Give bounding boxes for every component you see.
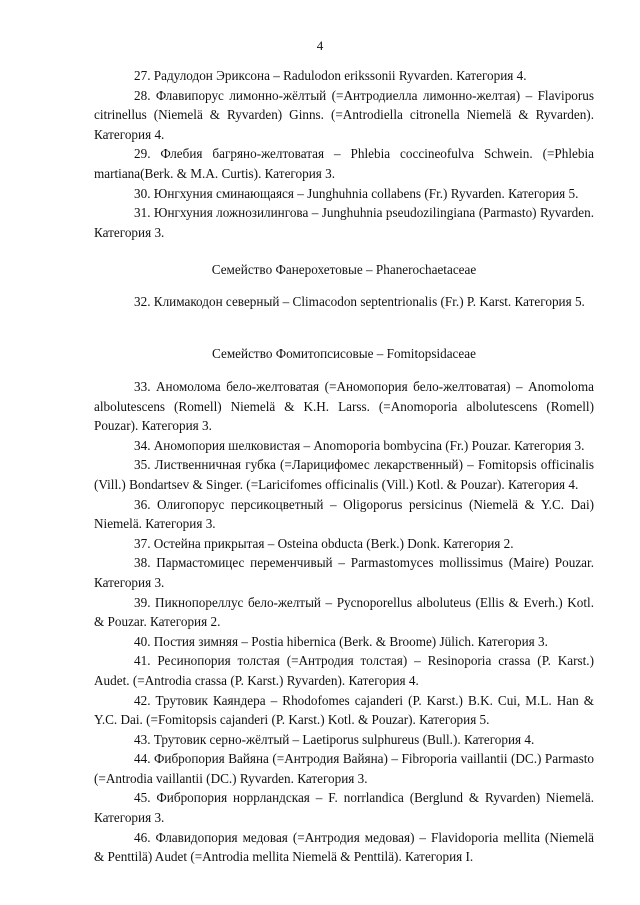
entries-block-b xyxy=(94,292,594,312)
list-item: 30. Юнгхуния сминающаяся – Junghuhnia collabens (Fr.) Ryvarden. Категория 5. xyxy=(134,185,579,201)
list-item: 37. Остейна прикрытая – Osteina obducta (Berk.) Donk. Категория 2. xyxy=(134,535,514,551)
list-item: 28. Флавипорус лимонно-жёлтый (=Антродиелла лимонно-желтая) – Flaviporus citrinellus (Niemelä & Ryvarden) Ginns. (=Antrodiella citronella Niemelä & Ryvarden). Категория 4. xyxy=(94,87,594,142)
list-item: 33. Аномолома бело-желтоватая (=Аномопория бело-желтоватая) – Anomoloma albolutescens (Romell) Niemelä & K.H. Larss. (=Anomoporia albolutescens (Romell) Pouzar). Категория 3. xyxy=(94,379,594,434)
list-item: 38. Пармастомицес переменчивый – Parmastomyces mollissimus (Maire) Pouzar. Категория 3. xyxy=(94,555,594,590)
entries-block-a xyxy=(94,66,594,242)
list-item: 31. Юнгхуния ложнозилингова – Junghuhnia pseudozilingiana (Parmasto) Ryvarden. Категория 3. xyxy=(94,205,594,240)
entries-block-c xyxy=(94,377,594,867)
list-item: 39. Пикнопореллус бело-желтый – Pycnoporellus alboluteus (Ellis & Everh.) Kotl. & Pouzar. Категория 2. xyxy=(94,594,594,630)
list-item: 27. Радулодон Эриксона – Radulodon erikssonii Ryvarden. Категория 4. xyxy=(134,68,527,83)
list-item: 40. Постия зимняя – Postia hibernica (Berk. & Broome) Jülich. Категория 3. xyxy=(134,633,548,649)
section-heading: Семейство Фомитопсисовые – Fomitopsidaceae xyxy=(212,346,476,361)
list-item: 35. Лиственничная губка (=Ларицифомес лекарственный) – Fomitopsis officinalis (Vill.) Bondartsev & Singer. (=Laricifomes officinalis (Vill.) Kotl. & Pouzar). Категория 4. xyxy=(94,457,594,492)
list-item: 44. Фибропория Вайяна (=Антродия Вайяна) – Fibroporia vaillantii (DC.) Parmasto (=Antrodia vaillantii (DC.) Ryvarden. Категория 3. xyxy=(94,751,594,786)
list-item: 41. Ресинопория толстая (=Антродия толстая) – Resinoporia crassa (P. Karst.) Audet. (=Antrodia crassa (P. Karst.) Ryvarden). Категория 4. xyxy=(94,653,594,688)
list-item: 43. Трутовик серно-жёлтый – Laetiporus sulphureus (Bull.). Категория 4. xyxy=(134,731,535,747)
list-item: 32. Климакодон северный – Climacodon septentrionalis (Fr.) P. Karst. Категория 5. xyxy=(134,294,585,309)
list-item: 45. Фибропория норрландская – F. norrlandica (Berglund & Ryvarden) Niemelä. Категория 3. xyxy=(94,790,594,826)
list-item: 42. Трутовик Каяндера – Rhodofomes cajanderi (P. Karst.) B.K. Cui, M.L. Han & Y.C. Dai. (=Fomitopsis cajanderi (P. Karst.) Kotl. & Pouzar). Категория 5. xyxy=(94,692,594,728)
list-item: 46. Флавидопория медовая (=Антродия медовая) – Flavidoporia mellita (Niemelä & Penttilä) Audet (=Antrodia mellita Niemelä & Penttilä). Категория I. xyxy=(94,829,594,865)
list-item: 29. Флебия багряно-желтоватая – Phlebia coccineofulva Schwein. (=Phlebia martiana(Berk. & M.A. Curtis). Категория 3. xyxy=(94,146,594,181)
list-item: 36. Олигопорус персикоцветный – Oligoporus persicinus (Niemelä & Y.C. Dai) Niemelä. Категория 3. xyxy=(94,496,594,532)
list-item: 34. Аномопория шелковистая – Anomoporia bombycina (Fr.) Pouzar. Категория 3. xyxy=(134,437,585,453)
page-number: 4 xyxy=(316,38,324,53)
section-heading: Семейство Фанерохетовые – Phanerochaetaceae xyxy=(211,262,477,277)
